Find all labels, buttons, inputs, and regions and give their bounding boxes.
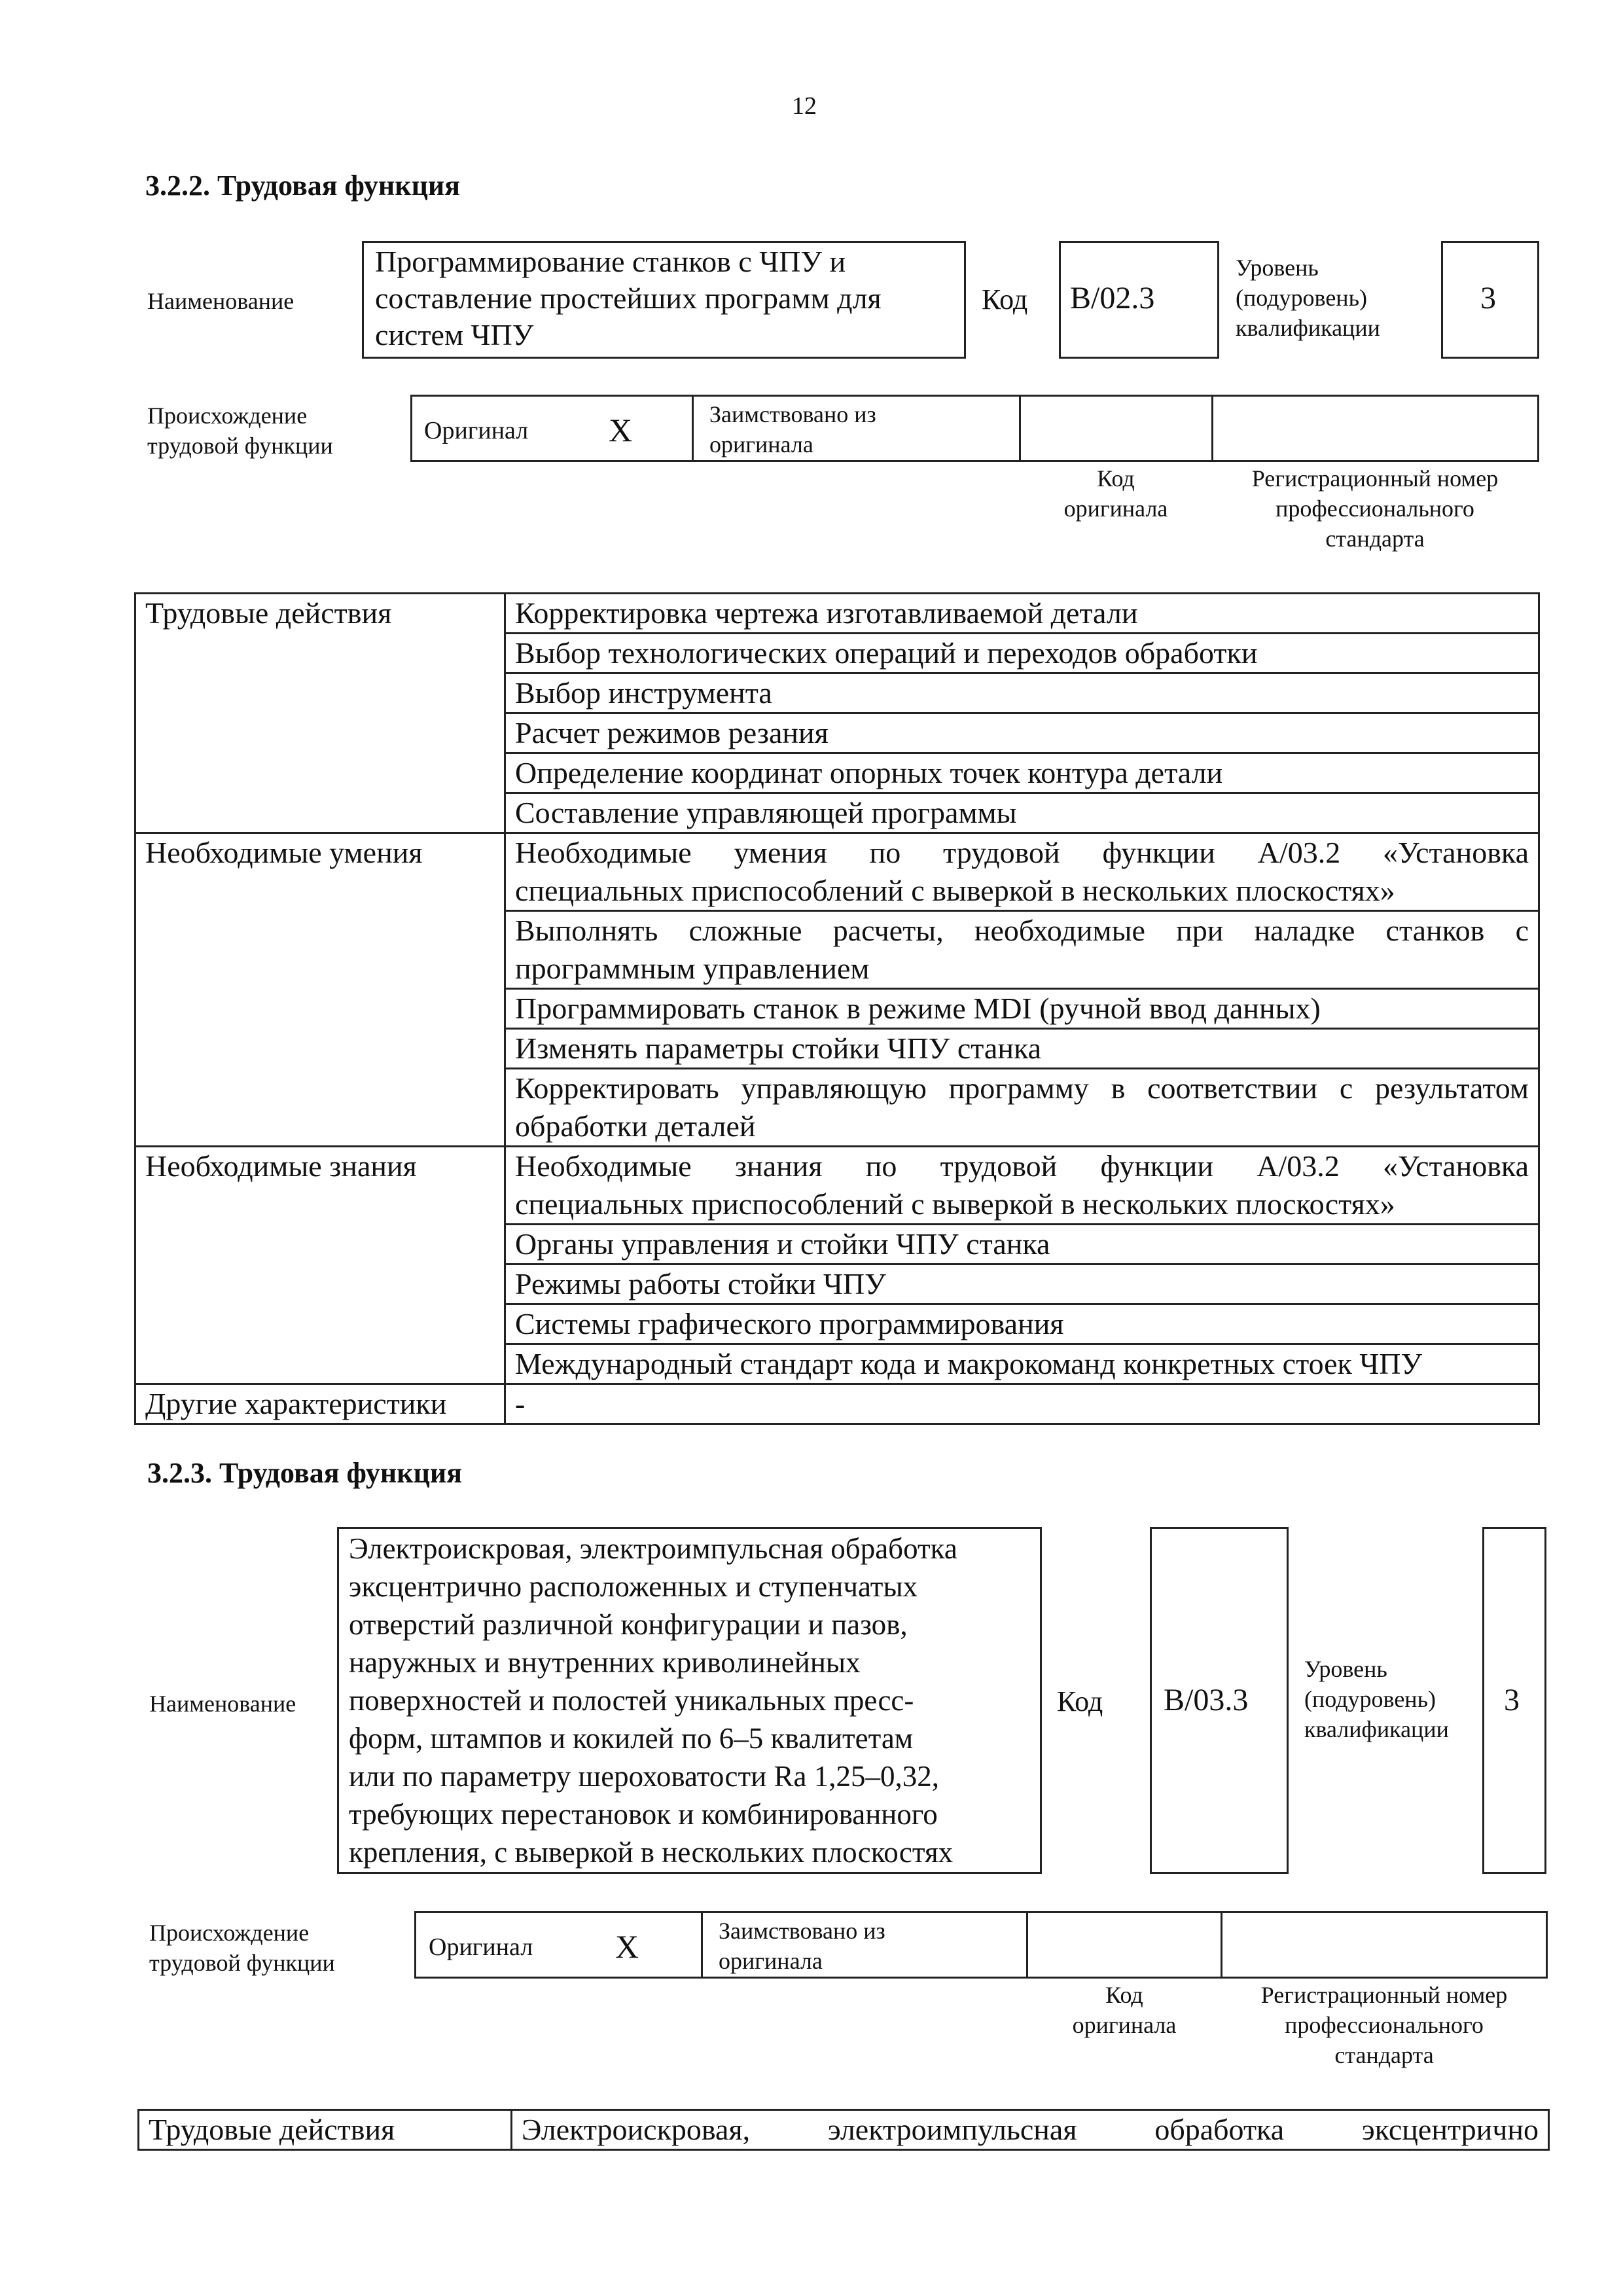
caption-line: стандарта	[1325, 526, 1425, 552]
knowledge-label: Необходимые знания	[135, 1147, 505, 1384]
name-line: Программирование станков с ЧПУ и	[375, 245, 846, 278]
borrowed-label-323	[719, 1916, 885, 1976]
caption-line: Код	[1097, 465, 1135, 492]
original-mark-323: X	[615, 1928, 639, 1965]
caption-line: оригинала	[1072, 2012, 1177, 2038]
origin-label-line: трудовой функции	[149, 1950, 335, 1976]
reg-number-cell-323	[1221, 1911, 1548, 1979]
original-label-323: Оригинал	[429, 1933, 533, 1961]
level-value-323: 3	[1504, 1683, 1520, 1717]
other-characteristics-label: Другие характеристики	[135, 1384, 505, 1424]
caption-line: оригинала	[1063, 495, 1168, 522]
name-line: составление простейших программ для	[375, 281, 882, 315]
labor-actions-label: Трудовые действия	[139, 2110, 512, 2150]
skill-line: программным управлением	[515, 952, 870, 985]
skill-line: Корректировать управляющую программу в соответствии с результатом	[515, 1071, 1529, 1105]
code-value-322: B/02.3	[1070, 281, 1155, 315]
level-label-line: Уровень	[1236, 255, 1319, 281]
code-label-323: Код	[1057, 1685, 1103, 1717]
skill-line: специальных приспособлений с выверкой в нескольких плоскостях»	[515, 874, 1395, 907]
borrowed-line: оригинала	[719, 1948, 823, 1974]
orig-code-cell-323	[1026, 1911, 1222, 1979]
name-line: наружных и внутренних криволинейных	[349, 1646, 861, 1679]
section-heading-322: 3.2.2. Трудовая функция	[145, 170, 461, 202]
level-label-line: Уровень	[1304, 1656, 1387, 1682]
orig-code-cell-322	[1019, 395, 1213, 462]
knowledge-item	[505, 1304, 1539, 1344]
knowledge-line: специальных приспособлений с выверкой в нескольких плоскостях»	[515, 1187, 1395, 1221]
other-characteristics-value: -	[505, 1384, 1539, 1424]
labor-action-item: Выбор технологических операций и переходов обработки	[505, 634, 1539, 673]
original-label-322: Оригинал	[424, 417, 529, 444]
labor-action-item: Расчет режимов резания	[505, 713, 1539, 753]
origin-label-line: Происхождение	[149, 1920, 310, 1946]
labor-function-table-322	[134, 592, 1540, 1425]
borrowed-label-322	[709, 399, 876, 459]
section-heading-323: 3.2.3. Трудовая функция	[147, 1457, 463, 1489]
name-line: или по параметру шероховатости Ra 1,25–0,32,	[349, 1760, 939, 1793]
orig-code-caption-322	[1021, 463, 1211, 524]
caption-line: Регистрационный номер	[1260, 1982, 1508, 2008]
labor-action-item: Составление управляющей программы	[505, 793, 1539, 833]
name-line: отверстий различной конфигурации и пазов,	[349, 1608, 908, 1641]
labor-action-item: Определение координат опорных точек контура детали	[505, 753, 1539, 793]
skill-item	[505, 989, 1539, 1029]
level-label-323	[1304, 1654, 1449, 1744]
caption-line: профессионального	[1285, 2012, 1484, 2038]
labor-action-item	[512, 2110, 1549, 2150]
code-label-322: Код	[982, 283, 1028, 315]
name-label-323: Наименование	[149, 1691, 296, 1717]
skill-item	[505, 833, 1539, 911]
skill-line: Изменять параметры стойки ЧПУ станка	[515, 1031, 1042, 1065]
name-line: поверхностей и полостей уникальных пресс-	[349, 1684, 914, 1717]
labor-function-table-323	[137, 2109, 1550, 2151]
level-label-line: квалификации	[1304, 1716, 1449, 1742]
name-label-322: Наименование	[147, 288, 294, 314]
knowledge-line: Органы управления и стойки ЧПУ станка	[515, 1227, 1050, 1261]
skills-label: Необходимые умения	[135, 833, 505, 1147]
name-line: крепления, с выверкой в нескольких плоскостях	[349, 1836, 954, 1869]
skill-line: Программировать станок в режиме MDI (ручной ввод данных)	[515, 992, 1321, 1025]
original-mark-322: X	[609, 412, 633, 448]
name-line: эксцентрично расположенных и ступенчатых	[349, 1570, 918, 1603]
skill-item	[505, 911, 1539, 989]
borrowed-line: Заимствовано из	[719, 1918, 885, 1944]
reg-number-cell-322	[1211, 395, 1539, 462]
origin-label-line: трудовой функции	[147, 433, 333, 459]
knowledge-line: Необходимые знания по трудовой функции А/03.2 «Установка	[515, 1149, 1529, 1183]
origin-label-322	[147, 401, 333, 461]
caption-line: профессионального	[1275, 495, 1474, 522]
code-value-323: B/03.3	[1164, 1683, 1249, 1717]
skill-line: Необходимые умения по трудовой функции А/03.2 «Установка	[515, 836, 1529, 869]
name-text-322	[375, 243, 882, 353]
level-value-322: 3	[1480, 281, 1496, 315]
labor-action-item: Корректировка чертежа изготавливаемой детали	[505, 594, 1539, 634]
borrowed-line: Заимствовано из	[709, 401, 876, 427]
name-text-323	[349, 1530, 957, 1871]
reg-number-caption-323	[1221, 1980, 1548, 2070]
knowledge-line: Режимы работы стойки ЧПУ	[515, 1267, 886, 1300]
name-line: Электроискровая, электроимпульсная обработка	[349, 1532, 957, 1565]
name-line: систем ЧПУ	[375, 318, 534, 351]
name-line: форм, штампов и кокилей по 6–5 квалитетам	[349, 1722, 914, 1755]
skill-line: обработки деталей	[515, 1109, 756, 1143]
level-label-322	[1236, 253, 1380, 343]
skill-item	[505, 1029, 1539, 1069]
skill-line: Выполнять сложные расчеты, необходимые при наладке станков с	[515, 914, 1529, 947]
name-line: требующих перестановок и комбинированного	[349, 1798, 938, 1831]
knowledge-item	[505, 1344, 1539, 1384]
level-label-line: квалификации	[1236, 315, 1380, 341]
labor-action-item: Выбор инструмента	[505, 673, 1539, 713]
labor-action-line: Электроискровая, электроимпульсная обработка эксцентрично	[522, 2113, 1539, 2146]
knowledge-item	[505, 1147, 1539, 1225]
page-number: 12	[792, 92, 817, 120]
orig-code-caption-323	[1028, 1980, 1221, 2040]
caption-line: стандарта	[1334, 2042, 1434, 2068]
origin-label-323	[149, 1918, 335, 1978]
knowledge-item	[505, 1225, 1539, 1265]
skill-item	[505, 1069, 1539, 1147]
knowledge-line: Международный стандарт кода и макрокоманд конкретных стоек ЧПУ	[515, 1347, 1423, 1380]
borrowed-line: оригинала	[709, 431, 813, 457]
level-label-line: (подуровень)	[1304, 1686, 1436, 1712]
caption-line: Регистрационный номер	[1251, 465, 1499, 492]
labor-actions-label: Трудовые действия	[135, 594, 505, 833]
caption-line: Код	[1105, 1982, 1143, 2008]
level-label-line: (подуровень)	[1236, 285, 1367, 311]
knowledge-item	[505, 1265, 1539, 1304]
knowledge-line: Системы графического программирования	[515, 1307, 1064, 1340]
origin-label-line: Происхождение	[147, 403, 308, 429]
reg-number-caption-322	[1211, 463, 1539, 554]
